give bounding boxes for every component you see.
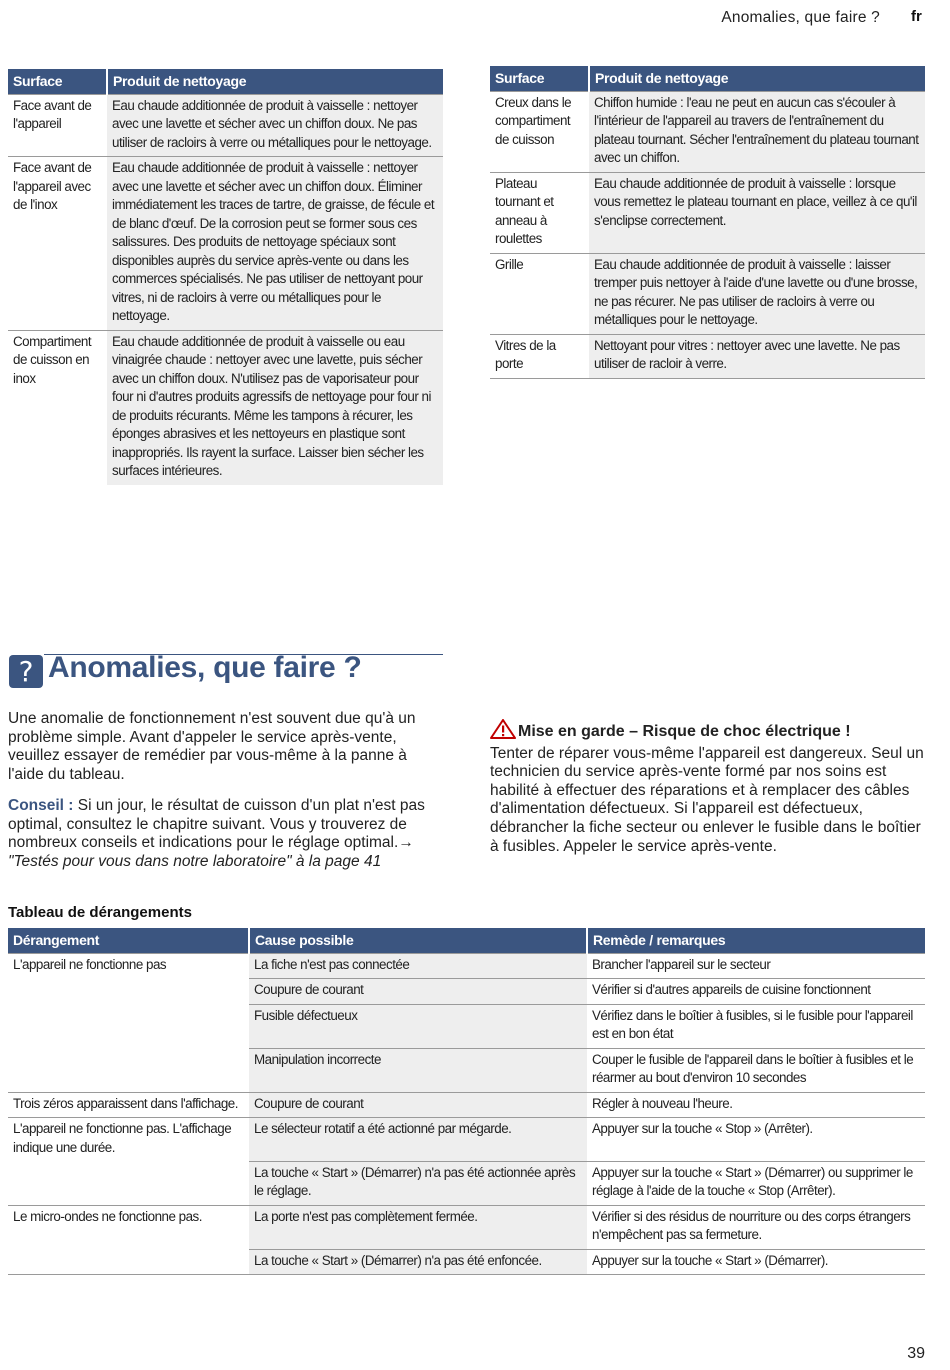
tip-page-reference[interactable]: "Testés pour vous dans notre laboratoire" à la page 41	[8, 852, 382, 870]
fault-table-caption: Tableau de dérangements	[8, 904, 192, 921]
fault-cell: Le micro-ondes ne fonctionne pas.	[8, 1205, 249, 1249]
table-row	[8, 330, 443, 485]
arrow-icon: →	[398, 834, 414, 852]
table-header-row	[8, 928, 925, 953]
surface-cell: Compartiment de cuisson en inox	[8, 330, 107, 485]
col-header-product: Produit de nettoyage	[589, 66, 925, 91]
col-header-surface: Surface	[490, 66, 589, 91]
remedy-cell: Vérifiez dans le boîtier à fusibles, si le fusible pour l'appareil est en bon état	[587, 1004, 925, 1048]
cause-cell: Coupure de courant	[249, 1092, 587, 1118]
surface-cell: Plateau tournant et anneau à roulettes	[490, 172, 589, 253]
surface-cell: Face avant de l'appareil avec de l'inox	[8, 157, 107, 331]
warning-triangle-icon	[490, 719, 516, 745]
product-cell: Eau chaude additionnée de produit à vaisselle : laisser tremper puis nettoyer à l'aide d'une lavette ou d'une brosse, ne pas récurer. Ne pas utiliser de racloirs à verre ou métalliques pour le nettoyage.	[589, 253, 925, 334]
fault-cell: L'appareil ne fonctionne pas. L'affichage indique une durée.	[8, 1118, 249, 1162]
page-number: 39	[907, 1345, 925, 1362]
col-header-surface: Surface	[8, 69, 107, 94]
product-cell: Eau chaude additionnée de produit à vaisselle : nettoyer avec une lavette et sécher avec un chiffon doux. Ne pas utiliser de racloirs à verre ou métalliques pour le nettoyage.	[107, 94, 443, 157]
remedy-cell: Appuyer sur la touche « Start » (Démarrer) ou supprimer le réglage à l'aide de la touche « Stop (Arrêter).	[587, 1161, 925, 1205]
fault-cell	[8, 1004, 249, 1048]
table-row	[8, 94, 443, 157]
table-header-row	[8, 69, 443, 94]
table-row	[490, 334, 925, 378]
warning-title-text: Mise en garde – Risque de choc électrique !	[518, 723, 851, 740]
table-row	[8, 1004, 925, 1048]
col-header-product: Produit de nettoyage	[107, 69, 443, 94]
section-title: Anomalies, que faire ?	[48, 651, 362, 684]
table-row	[8, 1048, 925, 1092]
tip-paragraph	[8, 797, 443, 871]
cleaning-table-right	[490, 66, 925, 379]
fault-cell	[8, 1249, 249, 1275]
product-cell: Nettoyant pour vitres : nettoyer avec une lavette. Ne pas utiliser de racloir à verre.	[589, 334, 925, 378]
table-row	[490, 172, 925, 253]
fault-cell	[8, 979, 249, 1005]
table-row	[8, 1205, 925, 1249]
table-row	[8, 1092, 925, 1118]
surface-cell: Face avant de l'appareil	[8, 94, 107, 157]
remedy-cell: Régler à nouveau l'heure.	[587, 1092, 925, 1118]
cause-cell: Coupure de courant	[249, 979, 587, 1005]
surface-cell: Vitres de la porte	[490, 334, 589, 378]
fault-table	[8, 928, 925, 1275]
remedy-cell: Appuyer sur la touche « Start » (Démarrer).	[587, 1249, 925, 1275]
fault-cell: Trois zéros apparaissent dans l'affichage.	[8, 1092, 249, 1118]
remedy-cell: Vérifier si d'autres appareils de cuisine fonctionnent	[587, 979, 925, 1005]
fault-cell	[8, 1048, 249, 1092]
cause-cell: Le sélecteur rotatif a été actionné par mégarde.	[249, 1118, 587, 1162]
cause-cell: La touche « Start » (Démarrer) n'a pas été actionnée après le réglage.	[249, 1161, 587, 1205]
tip-text: Si un jour, le résultat de cuisson d'un plat n'est pas optimal, consultez le chapitre suivant. Vous y trouverez de nombreux conseils et indications pour le réglage optimal.	[8, 797, 425, 852]
remedy-cell: Brancher l'appareil sur le secteur	[587, 953, 925, 979]
warning-text: Tenter de réparer vous-même l'appareil est dangereux. Seul un technicien du service après-vente formé par nos soins est habilité à effectuer des réparations et à remplacer des câbles d'alimentation défectueux. Si l'appareil est défectueux, débrancher la fiche secteur ou enlever le fusible dans le boîtier à fusibles. Appeler le service après-vente.	[490, 744, 924, 855]
warning-block	[490, 719, 925, 856]
col-header-fault: Dérangement	[8, 928, 249, 953]
table-header-row	[490, 66, 925, 91]
language-code: fr	[911, 8, 922, 25]
fault-cell	[8, 1161, 249, 1205]
surface-cell: Creux dans le compartiment de cuisson	[490, 91, 589, 172]
header-title: Anomalies, que faire ?	[721, 9, 880, 26]
warning-title	[490, 719, 925, 745]
intro-paragraph: Une anomalie de fonctionnement n'est souvent due qu'à un problème simple. Avant d'appeler le service après-vente, veuillez essayer de remédier par vous-même à la panne à l'aide du tableau.	[8, 710, 416, 783]
table-row	[490, 91, 925, 172]
fault-cell: L'appareil ne fonctionne pas	[8, 953, 249, 979]
product-cell: Chiffon humide : l'eau ne peut en aucun cas s'écouler à l'intérieur de l'appareil au travers de l'entraînement du plateau tournant. Sécher l'entraînement du plateau tournant avec un chiffon.	[589, 91, 925, 172]
cause-cell: La fiche n'est pas connectée	[249, 953, 587, 979]
table-row	[490, 253, 925, 334]
col-header-remedy: Remède / remarques	[587, 928, 925, 953]
remedy-cell: Couper le fusible de l'appareil dans le boîtier à fusibles et le réarmer au bout d'environ 10 secondes	[587, 1048, 925, 1092]
table-row	[8, 1118, 925, 1162]
cause-cell: La touche « Start » (Démarrer) n'a pas été enfoncée.	[249, 1249, 587, 1275]
surface-cell: Grille	[490, 253, 589, 334]
product-cell: Eau chaude additionnée de produit à vaisselle : lorsque vous remettez le plateau tournant en place, veillez à ce qu'il s'enclipse correctement.	[589, 172, 925, 253]
tip-label: Conseil :	[8, 797, 74, 814]
table-row	[8, 1249, 925, 1275]
question-icon: ?	[9, 655, 43, 688]
table-row	[8, 157, 443, 331]
cause-cell: Fusible défectueux	[249, 1004, 587, 1048]
product-cell: Eau chaude additionnée de produit à vaisselle ou eau vinaigrée chaude : nettoyer avec une lavette, puis sécher avec un chiffon doux. N'utilisez pas de vaporisateur pour four ni d'autres produits agressifs de nettoyage pour four ni de produits récurants. Même les tampons à récurer, les éponges abrasives et les nettoyeurs en plastique sont inappropriés. Ils rayent la surface. Laisser bien sécher les surfaces intérieures.	[107, 330, 443, 485]
table-row	[8, 979, 925, 1005]
cause-cell: La porte n'est pas complètement fermée.	[249, 1205, 587, 1249]
col-header-cause: Cause possible	[249, 928, 587, 953]
remedy-cell: Appuyer sur la touche « Stop » (Arrêter).	[587, 1118, 925, 1162]
product-cell: Eau chaude additionnée de produit à vaisselle : nettoyer avec une lavette et sécher avec un chiffon doux. Éliminer immédiatement les traces de tartre, de graisse, de fécule et de blanc d'œuf. De la corrosion peut se former sous ces salissures. Des produits de nettoyage spéciaux sont disponibles auprès du service après-vente ou dans les commerces spécialisés. Ne pas utiliser de nettoyant pour vitres, ni de racloirs à verre ou métalliques pour le nettoyage.	[107, 157, 443, 331]
cause-cell: Manipulation incorrecte	[249, 1048, 587, 1092]
table-row	[8, 1161, 925, 1205]
remedy-cell: Vérifier si des résidus de nourriture ou des corps étrangers n'empêchent pas sa fermeture.	[587, 1205, 925, 1249]
cleaning-table-left	[8, 69, 443, 485]
table-row	[8, 953, 925, 979]
